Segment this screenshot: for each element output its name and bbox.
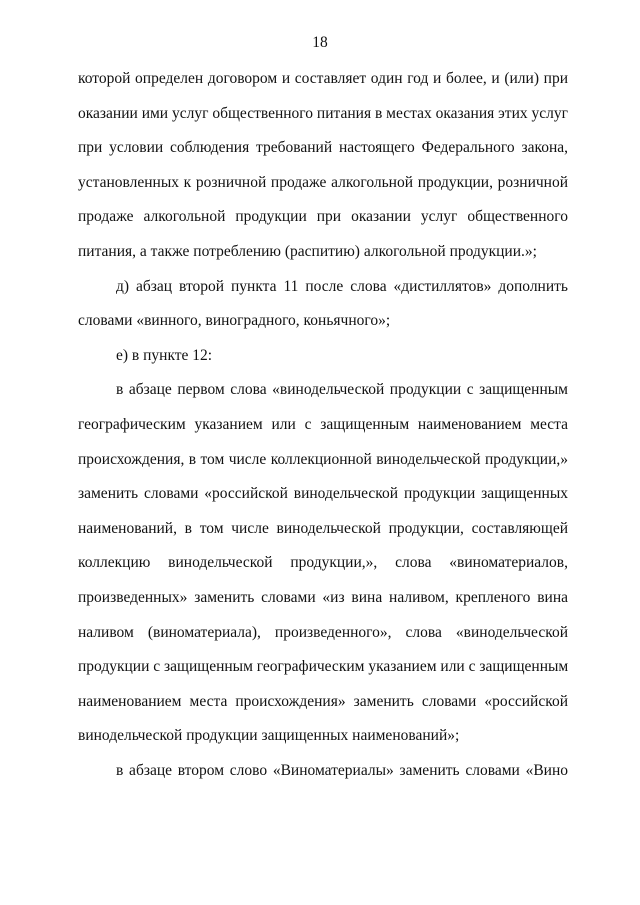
paragraph-d-line: д) абзац второй пункта 11 после слова «дистиллятов» дополнить	[116, 277, 568, 295]
paragraph-second-abzac-line: в абзаце втором слово «Виноматериалы» заменить словами «Вино	[116, 761, 568, 779]
paragraph-first-abzac-line: наливом (виноматериала), произведенного», слова «винодельческой	[78, 623, 568, 641]
paragraph-first-abzac-line: географическим указанием или с защищенным наименованием места	[78, 415, 568, 433]
text-line: при условии соблюдения требований настоящего Федерального закона,	[78, 139, 568, 157]
page-number: 18	[312, 34, 328, 51]
text-line: оказании ими услуг общественного питания в местах оказания этих услуг	[78, 104, 568, 122]
paragraph-first-abzac-line: наименований, в том числе винодельческой продукции, составляющей	[78, 519, 568, 537]
paragraph-first-abzac-line: наименованием места происхождения» заменить словами «российской	[78, 692, 568, 710]
paragraph-first-abzac-line: продукции с защищенным географическим указанием или с защищенным	[78, 658, 568, 676]
paragraph-first-abzac-line: заменить словами «российской винодельческой продукции защищенных	[78, 485, 568, 503]
text-line: продаже алкогольной продукции при оказании услуг общественного	[78, 208, 568, 226]
paragraph-first-abzac-line: в абзаце первом слова «винодельческой продукции с защищенным	[116, 381, 568, 399]
text-line: установленных к розничной продаже алкогольной продукции, розничной	[78, 173, 568, 191]
paragraph-first-abzac-line: винодельческой продукции защищенных наименований»;	[78, 727, 460, 745]
paragraph-first-abzac-line: произведенных» заменить словами «из вина наливом, крепленого вина	[78, 588, 568, 606]
paragraph-first-abzac-line: коллекцию винодельческой продукции,», слова «виноматериалов,	[78, 554, 568, 572]
paragraph-first-abzac-line: происхождения, в том числе коллекционной винодельческой продукции,»	[78, 450, 568, 468]
text-line: которой определен договором и составляет один год и более, и (или) при	[78, 70, 568, 87]
text-line: питания, а также потреблению (распитию) алкогольной продукции.»;	[78, 242, 537, 260]
paragraph-e-heading: е) в пункте 12:	[116, 346, 213, 364]
document-body	[78, 69, 568, 795]
paragraph-d-line: словами «винного, виноградного, коньячного»;	[78, 312, 391, 330]
